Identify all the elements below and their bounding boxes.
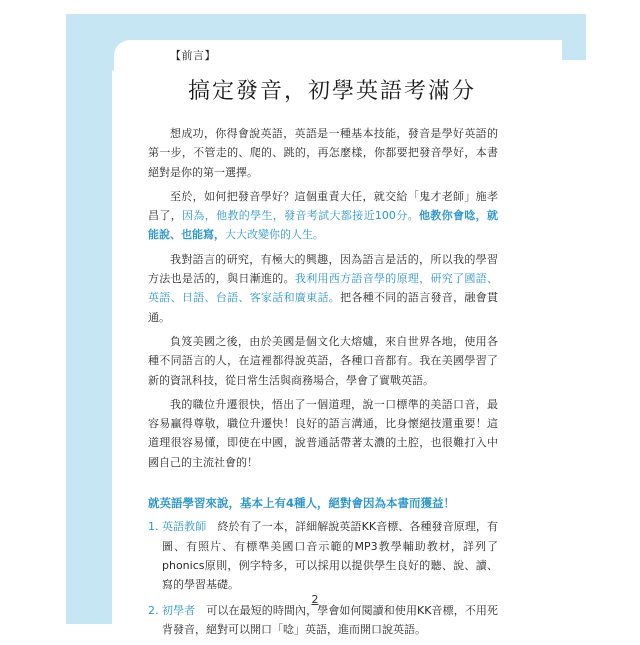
benefits-heading: 就英語學習來說，基本上有4種人，絕對會因為本書而獲益！	[148, 496, 455, 511]
paragraph: 負笈美國之後，由於美國是個文化大熔爐，來自世界各地，使用各種不同語言的人，在這裡都得說英語，各種口音都有。我在美國學習了新的資訊科技，從日常生活與商務場合，學會了實戰英語。	[148, 334, 498, 387]
list-number: 2.	[148, 603, 159, 617]
page-frame-left	[66, 14, 112, 624]
list-item-label: 英語教師	[162, 520, 207, 534]
paragraph: 我對語言的研究，有極大的興趣，因為語言是活的，所以我的學習方法也是活的，與日漸進的。我利用西方語音學的原理，研究了國語、英語、日語、台語、客家話和廣東話。把各種不同的語言發音，融會貫通。	[148, 252, 499, 324]
body-text	[148, 124, 498, 645]
list-item: 2. 初學者 可以在最短的時間內，學會如何閱讀和使用KK音標，不用死背發音，絕對可以開口「唸」英語，進而開口說英語。	[148, 601, 498, 640]
highlight-text: 因為，他教的學生，發音考試大都接近100分。	[182, 209, 419, 223]
list-item-label: 初學者	[162, 603, 196, 617]
page-number: 2	[311, 593, 319, 606]
paragraph: 至於，如何把發音學好？這個重責大任，就交給「鬼才老師」施孝昌了，因為，他教的學生，發音考試大都接近100分。他教你會唸，就能說、也能寫，大大改變你的人生。	[148, 189, 499, 242]
paragraph: 我的職位升遷很快，悟出了一個道理，說一口標準的美語口音，最容易贏得尊敬，職位升遷快！良好的語言溝通，比身懷絕技還重要！這道理很容易懂，即使在中國，說普通話帶著太濃的土腔，也很難打入中國自己的主流社會的！	[148, 397, 498, 469]
section-tag: 【前言】	[170, 49, 216, 62]
paragraph: 想成功，你得會說英語，英語是一種基本技能，發音是學好英語的第一步，不管走的、爬的、跳的，再怎麼樣，你都要把發音學好，本書絕對是你的第一選擇。	[148, 127, 498, 179]
highlight-text: 我利用西方語音學的原理，研究了國語、英語、日語、台語、客家話和廣東話。	[148, 272, 499, 305]
highlight-bold-text: 他教你會唸，就能說、也能寫，	[148, 209, 499, 242]
page-title: 搞定發音，初學英語考滿分	[188, 79, 477, 104]
list-number: 1.	[148, 520, 159, 534]
highlight-text: 大大改變你的人生。	[225, 228, 324, 242]
list-item: 1. 英語教師 終於有了一本，詳細解說英語KK音標、各種發音原理，有圖、有照片、有標準美國口音示範的MP3教學輔助教材，詳列了phonics原則，例字特多，可以採用以提供學生良好的聽、說、讀、寫的學習基礎。	[148, 517, 498, 594]
